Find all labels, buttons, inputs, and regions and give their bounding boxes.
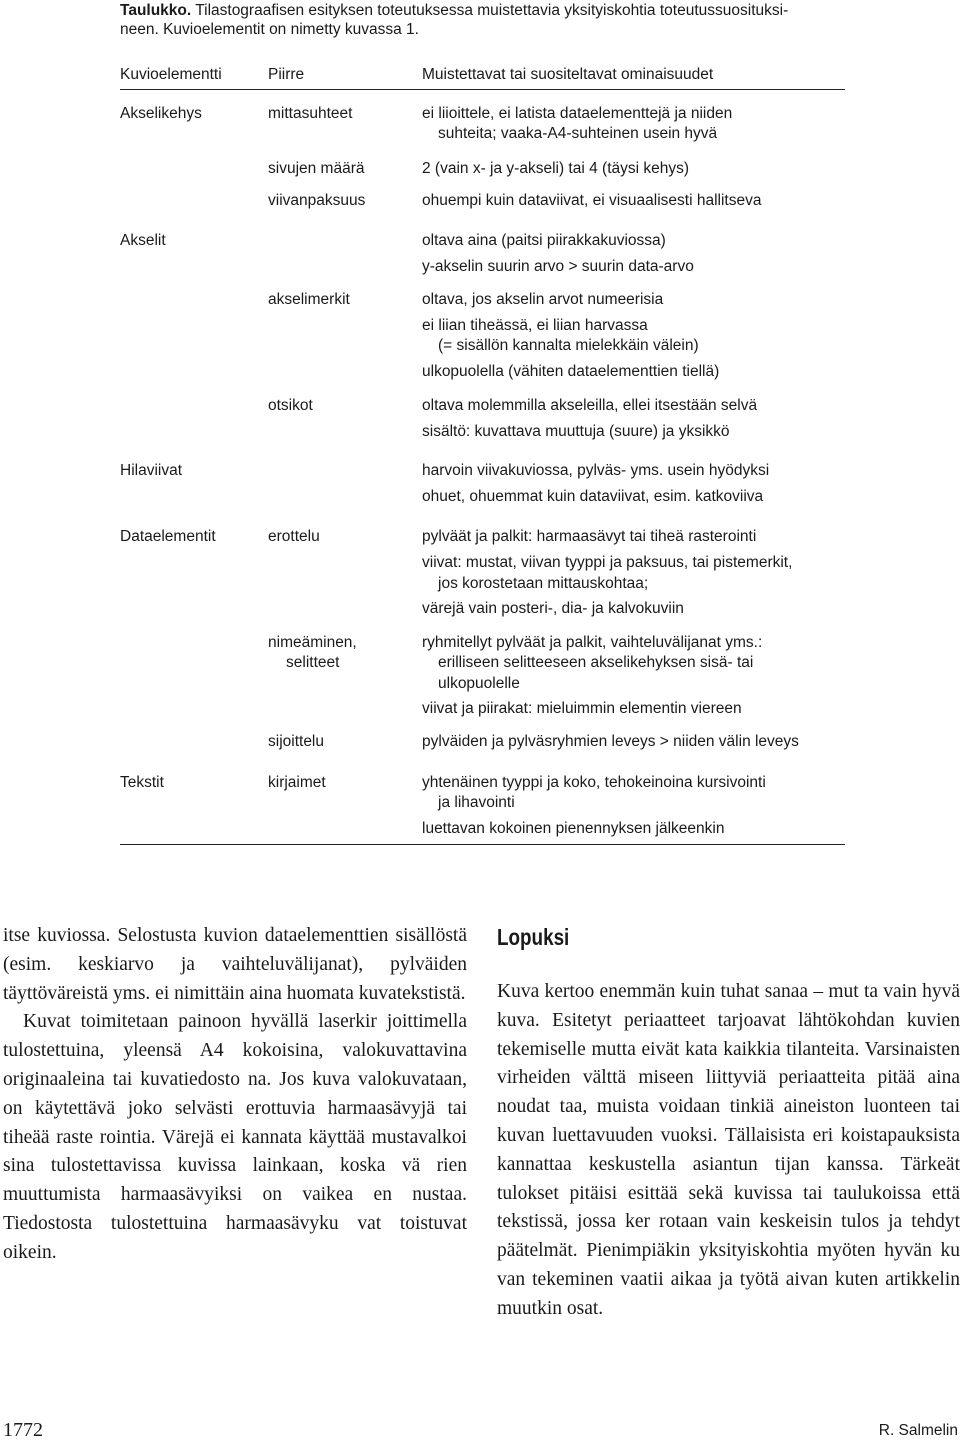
table-cell: ohuempi kuin dataviivat, ei visuaalisesti hallitseva — [422, 192, 762, 209]
row-label-akselit: Akselit — [120, 232, 166, 249]
feature-sivujen-maara: sivujen määrä — [268, 160, 365, 177]
table-cell: suhteita; vaaka-A4-suhteinen usein hyvä — [438, 125, 718, 142]
body-column-right — [497, 978, 960, 1324]
text-line: Kuva kertoo enemmän kuin tuhat sanaa – mut — [497, 981, 859, 1002]
table-cell: ohuet, ohuemmat kuin dataviivat, esim. katkoviiva — [422, 488, 764, 505]
text-line: itse kuviossa. Selostusta kuvion dataelementtien — [3, 925, 396, 946]
feature-akselimerkit: akselimerkit — [268, 291, 350, 308]
table-cell: 2 (vain x- ja y-akseli) tai 4 (täysi kehys) — [422, 160, 690, 177]
text-line: na. Jos kuva valokuvataan, on käytettävä joko — [3, 1068, 467, 1119]
table-cell: ryhmitellyt pylväät ja palkit, vaihteluvälijanat yms.: — [422, 634, 763, 651]
feature-viivanpaksuus: viivanpaksuus — [268, 192, 366, 209]
table-cell: oltava, jos akselin arvot numeerisia — [422, 291, 664, 308]
table-cell: viivat ja piirakat: mieluimmin elementin viereen — [422, 700, 742, 717]
feature-otsikot: otsikot — [268, 397, 313, 414]
table-cell: oltava molemmilla akseleilla, ellei itsestään selvä — [422, 397, 758, 414]
text-line: Kuvat toimitetaan painoon hyvällä laserkir — [23, 1011, 377, 1033]
table-cell: viivat: mustat, viivan tyyppi ja paksuus, tai pistemerkit, — [422, 554, 793, 571]
text-line: kaikkia tilanteita. Varsinaisten virheiden välttä — [497, 1038, 960, 1089]
text-line: valokuvattavina originaaleina tai kuvatiedosto — [3, 1040, 467, 1090]
text-line: sisällöstä (esim. keskiarvo ja vaihteluvälijanat), — [3, 925, 467, 975]
table-cell: luettavan kokoinen pienennyksen jälkeenkin — [422, 820, 725, 837]
feature-erottelu: erottelu — [268, 528, 320, 545]
paragraph — [3, 1008, 467, 1267]
body-column-left — [3, 922, 467, 1268]
caption-line-2: neen. Kuvioelementit on nimetty kuvassa 1. — [120, 21, 419, 38]
table-cell: värejä vain posteri-, dia- ja kalvokuviin — [422, 600, 684, 617]
text-line: vat toistuvat oikein. — [3, 1212, 467, 1263]
page-number: 1772 — [3, 1419, 43, 1441]
table-cell: ei liian tiheässä, ei liian harvassa — [422, 317, 648, 334]
text-line: miseen liittyviä periaatteita pitää aina noudat — [497, 1067, 960, 1118]
table-cell: yhtenäinen tyyppi ja koko, tehokeinoina kursivointi — [422, 774, 766, 791]
feature-sijoittelu: sijoittelu — [268, 733, 324, 750]
header-feature: Piirre — [268, 66, 305, 83]
text-line: huomata kuvatekstistä. — [286, 982, 466, 1004]
feature-mittasuhteet: mittasuhteet — [268, 105, 353, 122]
row-label-tekstit: Tekstit — [120, 774, 164, 791]
table-cell: ulkopuolella (vähiten dataelementtien tiellä) — [422, 363, 720, 380]
text-line: koistapauksista kannattaa keskustella asiantun — [497, 1124, 960, 1175]
section-heading: Lopuksi — [497, 924, 570, 950]
table-bottom-rule — [120, 844, 845, 845]
feature-kirjaimet: kirjaimet — [268, 774, 326, 791]
text-line: selvästi erottuvia harmaasävyjä tai tiheää raste — [3, 1097, 467, 1148]
row-label-hilaviivat: Hilaviivat — [120, 462, 183, 479]
text-line: Pienimpiäkin yksityiskohtia myöten hyvän ku — [586, 1240, 960, 1262]
text-line: lähtökohdan kuvien tekemiselle mutta eivät kata — [497, 1009, 960, 1060]
table-cell: (= sisällön kannalta mielekkäin välein) — [438, 337, 699, 354]
caption-label: Taulukko. — [120, 2, 192, 19]
table-cell: oltava aina (paitsi piirakkakuviossa) — [422, 232, 666, 249]
text-line: rotaan vain keskeisin tulos ja tehdyt päätelmät. — [497, 1211, 960, 1262]
text-line: sina tulostettavissa kuvissa lainkaan, koska vä — [3, 1155, 421, 1177]
paragraph — [497, 978, 960, 1324]
table-cell: harvoin viivakuviossa, pylväs- yms. usein hyödyksi — [422, 462, 770, 479]
table-cell: ja lihavointi — [438, 794, 515, 811]
text-line: van tekeminen vaatii aikaa ja työtä aivan kuten — [497, 1268, 886, 1290]
text-line: taa, muista voidaan tinkiä aineiston luonteen — [559, 1096, 941, 1118]
text-line: rointia. Värejä ei kannata käyttää mustavalkoi — [99, 1126, 467, 1148]
feature-selitteet: selitteet — [286, 654, 340, 671]
table-cell: jos korostetaan mittauskohtaa; — [438, 575, 649, 592]
text-line: pylväiden täyttöväreistä yms. ei nimittäin aina — [3, 953, 467, 1004]
table-cell: ei liioittele, ei latista dataelementtejä ja niiden — [422, 105, 733, 122]
table-cell: pylväät ja palkit: harmaasävyt tai tiheä rasterointi — [422, 528, 757, 545]
text-line: joittimella tulostettuina, yleensä A4 kokoisina, — [3, 1011, 467, 1062]
paragraph — [3, 922, 467, 1008]
table-cell: pylväiden ja pylväsryhmien leveys > niiden välin leveys — [422, 733, 799, 750]
header-properties: Muistettavat tai suositeltavat ominaisuudet — [422, 66, 714, 83]
feature-nimeaminen: nimeäminen, — [268, 634, 357, 651]
text-line: artikkelin muutkin osat. — [497, 1268, 960, 1319]
table-cell: ulkopuolelle — [438, 675, 520, 692]
text-line: ta vain hyvä kuva. Esitetyt periaatteet tarjoavat — [497, 981, 960, 1031]
text-line: rien muuttumista harmaasävyiksi on vaikea en — [3, 1155, 467, 1206]
table-caption — [120, 1, 840, 39]
text-line: tijan kanssa. Tärkeät tulokset pitäisi esittää sekä — [497, 1153, 960, 1204]
text-line: nustaa. Tiedostosta tulostettuina harmaasävyku — [3, 1184, 467, 1234]
author-name: R. Salmelin — [878, 1422, 958, 1439]
row-label-akselikehys: Akselikehys — [120, 105, 202, 122]
caption-line-1: Tilastograafisen esityksen toteutuksessa muistettavia yksityiskohtia toteutussuosituksi- — [195, 2, 789, 19]
table-cell: erilliseen selitteeseen akselikehyksen sisä- tai — [438, 654, 754, 671]
row-label-dataelementit: Dataelementit — [120, 528, 216, 545]
header-element: Kuvioelementti — [120, 66, 222, 83]
text-line: kuvissa tai taulukoissa että tekstissä, jossa ker — [497, 1182, 960, 1233]
table-cell: y-akselin suurin arvo > suurin data-arvo — [422, 258, 694, 275]
table-cell: sisältö: kuvattava muuttuja (suure) ja yksikkö — [422, 423, 730, 440]
table-top-rule — [120, 89, 845, 90]
text-line: tai kuvan luettavuuden vuoksi. Tällaisista eri — [497, 1096, 960, 1146]
